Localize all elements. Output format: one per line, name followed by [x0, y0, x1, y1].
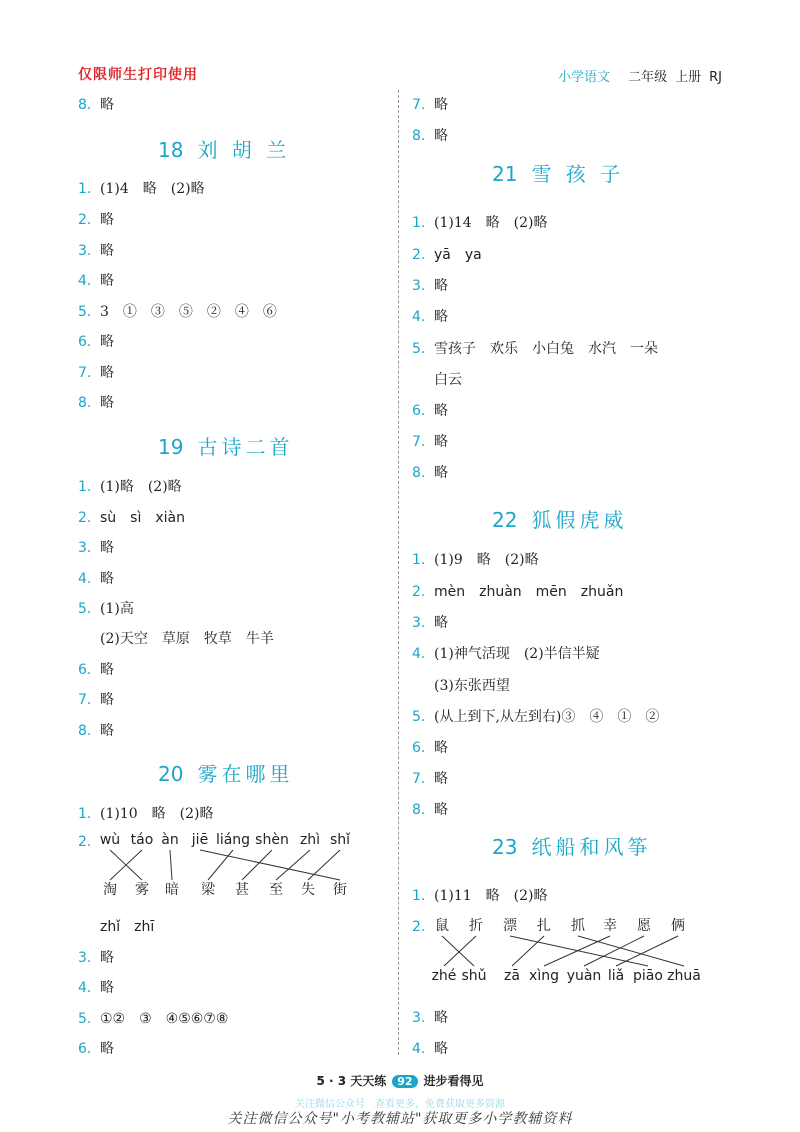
footer-brand: 5 · 3 天天练 [316, 1074, 387, 1088]
page-footer [0, 1072, 800, 1089]
answer-line: 1. (1)略 (2)略 [78, 479, 182, 495]
answer-line: 8. 略 [412, 128, 448, 144]
watermark-small: 关注微信公众号 查看更多，免费获取更多资源 [295, 1099, 505, 1110]
match-top-item: 鼠 [435, 918, 449, 934]
answer-line: 8. 略 [78, 395, 114, 411]
match-top-item: 折 [469, 918, 483, 934]
answer-line: 3. 略 [78, 243, 114, 259]
answer-line: 5. ①② ③ ④⑤⑥⑦⑧ [78, 1011, 229, 1027]
answer-line: 4. 略 [78, 571, 114, 587]
section-title-18: 18 刘 胡 兰 [158, 138, 291, 162]
answer-line: 3. 略 [412, 278, 448, 294]
answer-line: 5. 3 ① ③ ⑤ ② ④ ⑥ [78, 304, 277, 320]
answer-line: zhǐ zhī [100, 919, 155, 935]
match-bottom-item: 失 [301, 882, 315, 898]
volume-label: 上册 [675, 70, 702, 85]
answer-line: 2. [412, 919, 426, 935]
answer-line: 4. 略 [412, 309, 448, 325]
answer-line: 6. 略 [78, 334, 114, 350]
match-bottom-item: shǔ [461, 968, 487, 984]
match-bottom-item: zā [504, 968, 520, 984]
match-bottom-item: liǎ [607, 968, 625, 984]
page-number: 92 [392, 1075, 417, 1088]
footer-slogan: 进步看得见 [423, 1074, 484, 1088]
match-bottom-item: 淘 [103, 882, 117, 898]
answer-line: 1. (1)9 略 (2)略 [412, 552, 539, 568]
match-top-item: zhì [299, 832, 321, 848]
match-bottom-item: 街 [333, 882, 347, 898]
answer-line: 5. 雪孩子 欢乐 小白兔 水汽 一朵 [412, 341, 658, 357]
match-bottom-item: zhuā [667, 968, 701, 984]
answer-line: 4. 略 [78, 273, 114, 289]
match-bottom-item: zhé [431, 968, 457, 984]
answer-line: 7. 略 [412, 97, 448, 113]
answer-line: 1. (1)4 略 (2)略 [78, 181, 205, 197]
section-title-20: 20 雾在哪里 [158, 762, 294, 786]
subject-label: 小学语文 [558, 70, 611, 85]
answer-line: 3. 略 [78, 540, 114, 556]
answer-line: (3)东张西望 [434, 678, 510, 694]
edition-label: RJ [709, 70, 722, 85]
column-divider [398, 90, 399, 1055]
match-top-item: 扎 [537, 918, 551, 934]
answer-line: 1. (1)14 略 (2)略 [412, 215, 548, 231]
match-top-item: 俩 [671, 918, 685, 934]
answer-line: 2. yā ya [412, 247, 482, 263]
matching-diagram-23 [431, 916, 701, 988]
match-top-item: 幸 [603, 918, 617, 934]
match-bottom-item: 暗 [165, 882, 179, 898]
match-bottom-item: 至 [269, 882, 283, 898]
answer-line: (2)天空 草原 牧草 牛羊 [100, 631, 274, 647]
match-top-item: wù [99, 832, 121, 848]
match-line [308, 850, 340, 880]
answer-line: 2. 略 [78, 212, 114, 228]
answer-line: 白云 [434, 372, 462, 388]
match-top-item: 愿 [637, 918, 651, 934]
match-line [512, 936, 544, 966]
answer-line: 3. 略 [78, 950, 114, 966]
answer-line: 3. 略 [412, 615, 448, 631]
match-bottom-item: 梁 [201, 882, 215, 898]
section-title-21: 21 雪 孩 子 [492, 162, 625, 186]
answer-line: 1. (1)10 略 (2)略 [78, 806, 214, 822]
answer-line: 7. 略 [412, 434, 448, 450]
answer-line: 8. 略 [412, 465, 448, 481]
answer-line: 4. 略 [78, 980, 114, 996]
print-note: 仅限师生打印使用 [78, 67, 198, 83]
answer-line: 5. (1)高 [78, 601, 134, 617]
answer-line: 7. 略 [412, 771, 448, 787]
match-top-item: táo [130, 832, 154, 848]
match-top-item: àn [161, 832, 179, 848]
match-top-item: shèn [255, 832, 289, 848]
match-top-item: 漂 [503, 918, 517, 934]
match-line [444, 936, 476, 966]
match-top-item: jiē [191, 832, 209, 848]
match-top-item: shǐ [329, 832, 351, 848]
answer-line: 5. (从上到下,从左到右)③ ④ ① ② [412, 709, 660, 725]
match-bottom-item: 甚 [235, 882, 249, 898]
answer-line: 4. 略 [412, 1041, 448, 1057]
answer-line: 6. 略 [78, 1041, 114, 1057]
answer-line: 8. 略 [78, 97, 114, 113]
answer-line: 6. 略 [412, 740, 448, 756]
match-bottom-item: xìng [529, 968, 559, 984]
answer-line: 7. 略 [78, 692, 114, 708]
match-line [510, 936, 648, 966]
answer-line: 2. mèn zhuàn mēn zhuǎn [412, 584, 624, 600]
answer-line: 3. 略 [412, 1010, 448, 1026]
answer-line: 2. sù sì xiàn [78, 510, 185, 526]
section-title-19: 19 古诗二首 [158, 435, 294, 459]
section-title-22: 22 狐假虎威 [492, 508, 628, 532]
book-info [550, 66, 722, 85]
answer-line: 1. (1)11 略 (2)略 [412, 888, 548, 904]
match-line [170, 850, 172, 880]
answer-line: 6. 略 [78, 662, 114, 678]
grade-label: 二年级 [628, 70, 668, 85]
answer-line: 8. 略 [412, 802, 448, 818]
matching-diagram-20 [100, 830, 360, 910]
answer-line: 7. 略 [78, 365, 114, 381]
match-top-item: 抓 [571, 918, 585, 934]
match-bottom-item: yuàn [566, 968, 602, 984]
answer-line: 6. 略 [412, 403, 448, 419]
section-title-23: 23 纸船和风筝 [492, 835, 652, 859]
answer-line: 2. [78, 834, 92, 850]
answer-line: 4. (1)神气活现 (2)半信半疑 [412, 646, 600, 662]
match-top-item: liáng [215, 832, 251, 848]
match-line [242, 850, 272, 880]
match-line [442, 936, 474, 966]
match-line [544, 936, 610, 966]
answer-line: 8. 略 [78, 723, 114, 739]
match-bottom-item: 雾 [135, 882, 149, 898]
match-line [276, 850, 310, 880]
watermark-large: 关注微信公众号"小考教辅站"获取更多小学教辅资料 [227, 1111, 573, 1127]
match-bottom-item: piāo [633, 968, 663, 984]
